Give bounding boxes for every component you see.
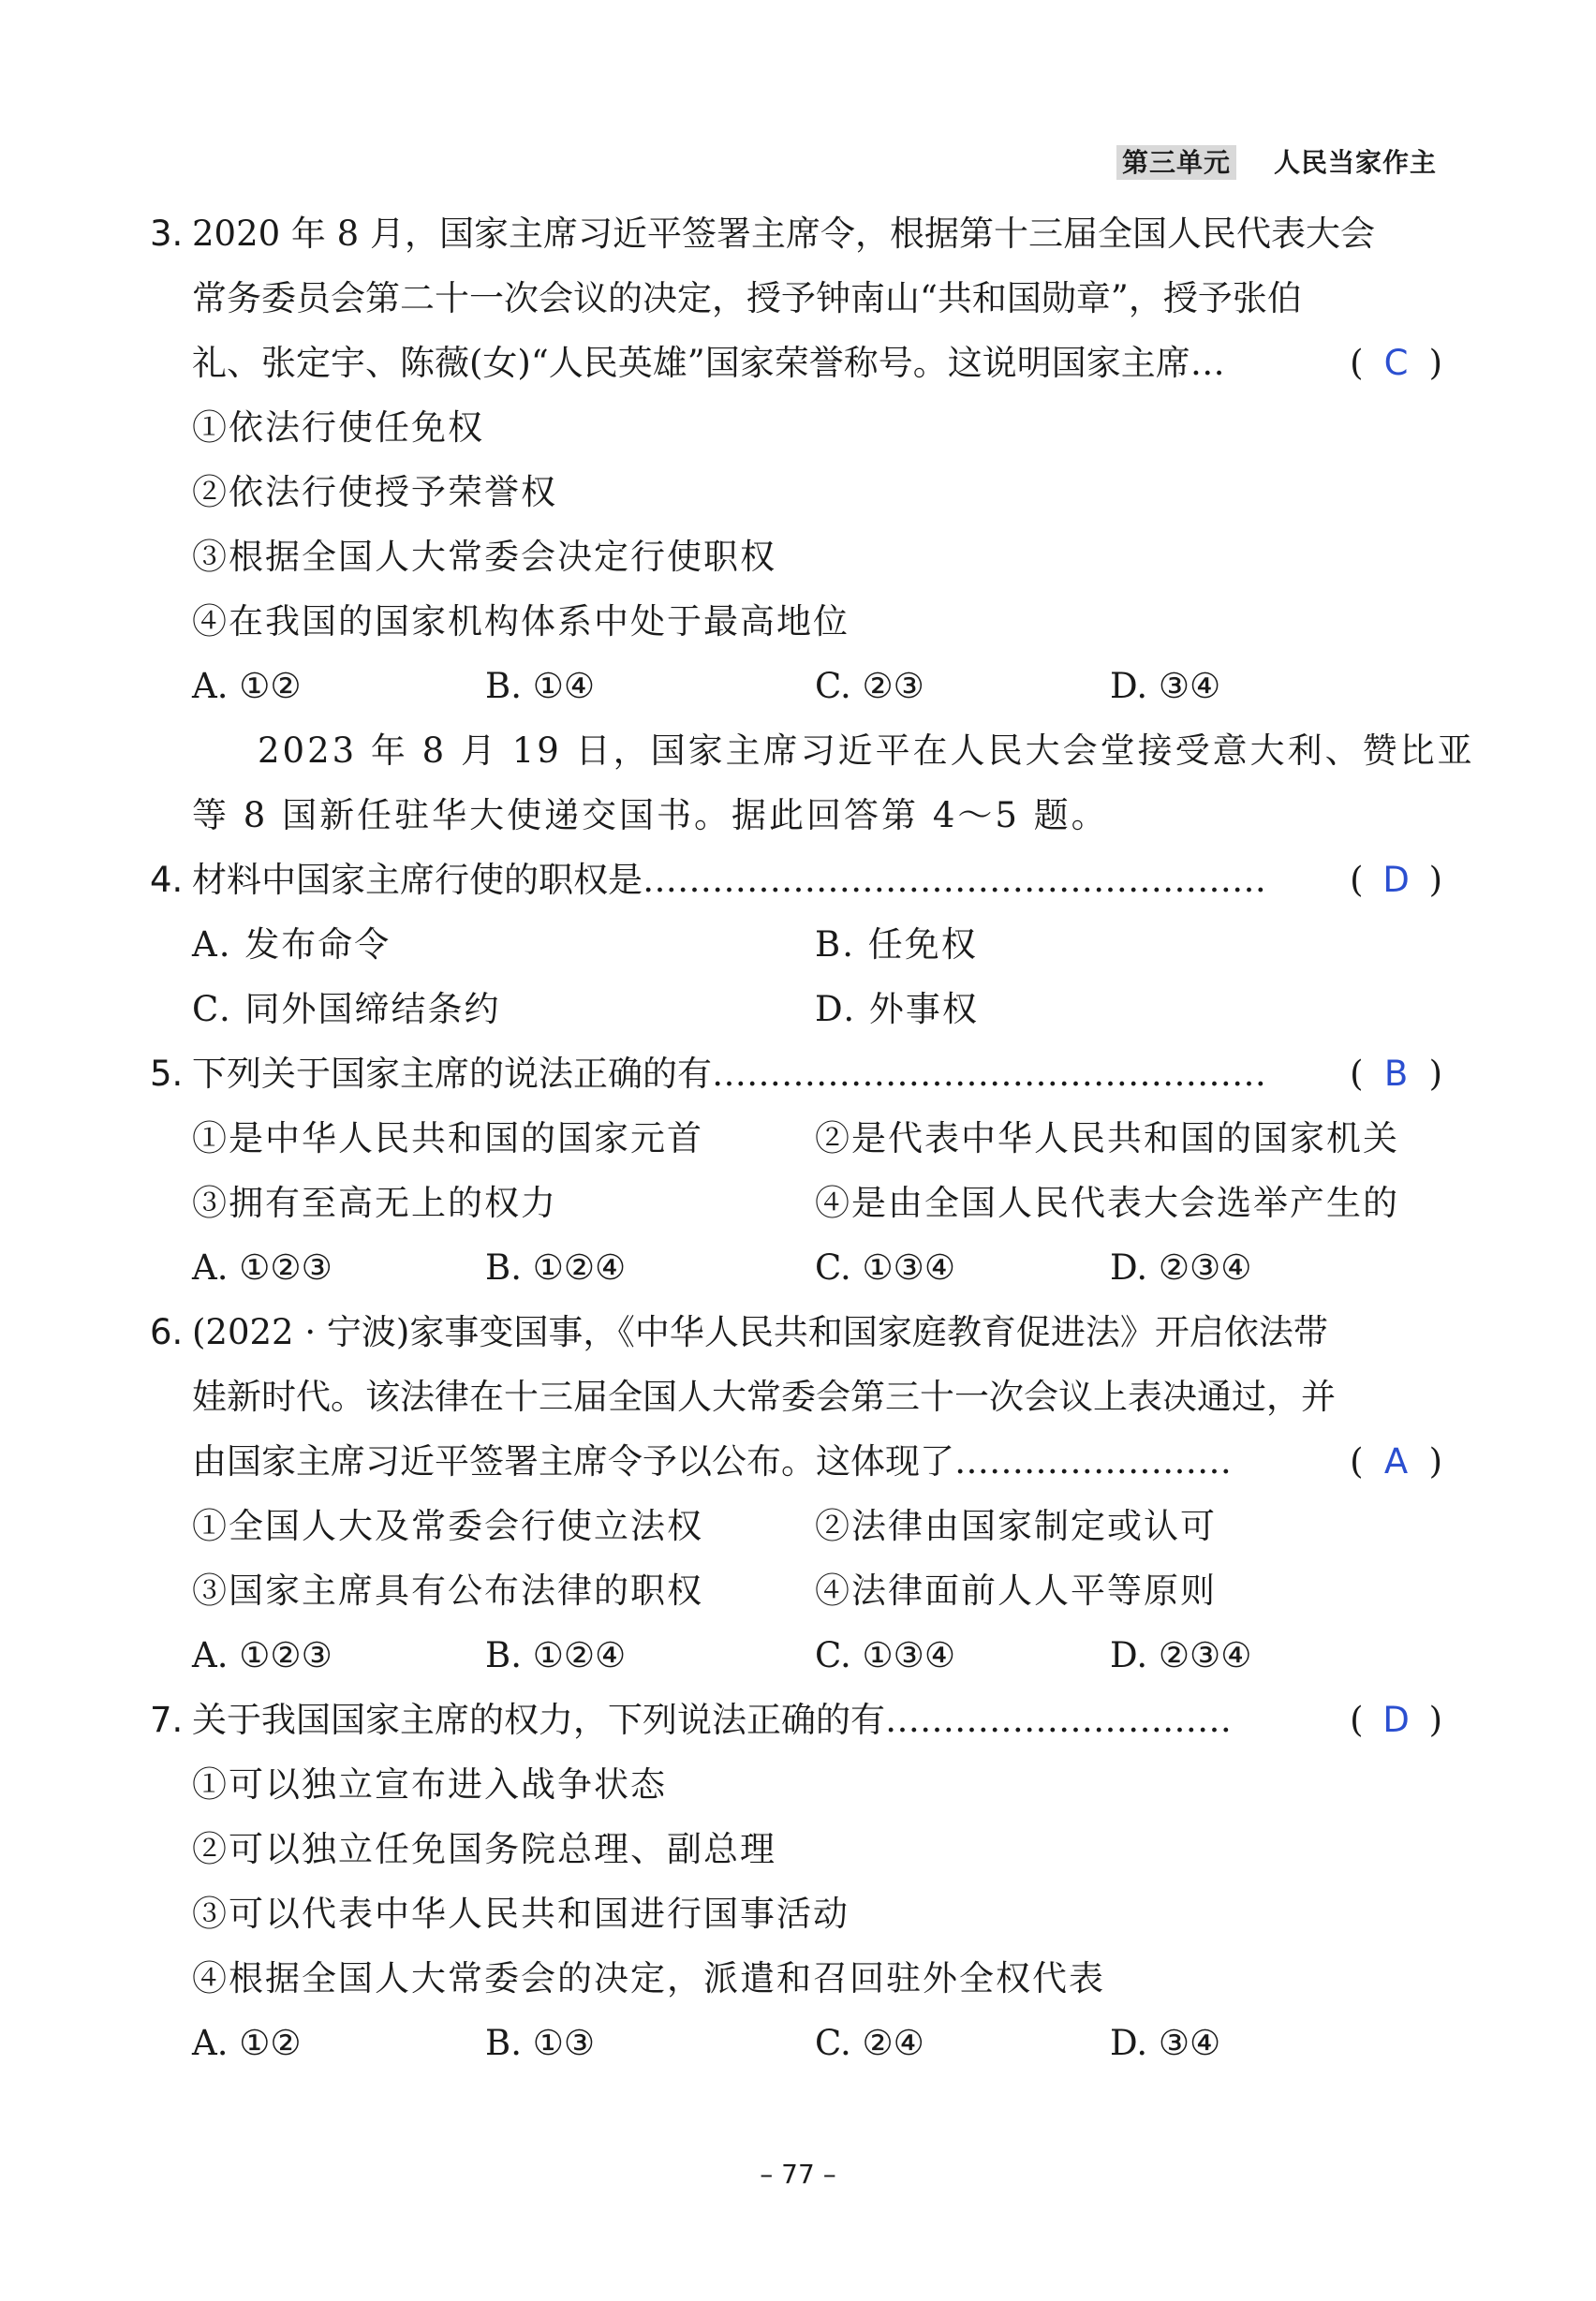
option-item: ③国家主席具有公布法律的职权 [192, 1571, 703, 1611]
answer-box: ( C ) [1350, 331, 1442, 395]
option-item: ②依法行使授予荣誉权 [192, 472, 557, 512]
question-3-line-2 [150, 266, 1442, 331]
option-item: ④法律面前人人平等原则 [815, 1571, 1217, 1611]
choice-b: B. 任免权 [815, 924, 978, 965]
answer-letter: B [1383, 1054, 1409, 1094]
unit-label: 第三单元 [1116, 145, 1236, 180]
choice-a: A. ①② [192, 666, 302, 706]
question-number: 5. [150, 1054, 184, 1094]
question-text: 由国家主席习近平签署主席令予以公布。这体现了…………………… [192, 1441, 1232, 1482]
material-line-1 [150, 718, 1475, 783]
option-item: ②法律由国家制定或认可 [815, 1506, 1217, 1546]
choice-c: C. ①③④ [815, 1635, 956, 1675]
question-3-line-3 [150, 331, 1442, 395]
answer-box: ( D ) [1350, 848, 1442, 912]
options-row [150, 1558, 1442, 1623]
question-text: 下列关于国家主席的说法正确的有………………………………………… [192, 1054, 1266, 1094]
question-6-line-2 [150, 1364, 1442, 1429]
choice-b: B. ①②④ [485, 1635, 627, 1675]
question-6-line-1 [150, 1300, 1442, 1364]
option-item: ①依法行使任免权 [192, 407, 484, 448]
choices-row [150, 977, 1442, 1041]
question-text: 娃新时代。该法律在十三届全国人大常委会第三十一次会议上表决通过，并 [192, 1377, 1336, 1417]
choice-b: B. ①④ [485, 666, 596, 706]
options-row [150, 1494, 1442, 1558]
questions [150, 201, 1475, 2075]
answer-box: ( D ) [1350, 1688, 1442, 1752]
answer-letter: D [1382, 1700, 1410, 1740]
choice-b: B. ①②④ [485, 1247, 627, 1288]
answer-letter: A [1383, 1441, 1409, 1482]
answer-box: ( A ) [1350, 1429, 1442, 1494]
option-item: ④根据全国人大常委会的决定，派遣和召回驻外全权代表 [192, 1958, 1105, 1999]
choice-d: D. ②③④ [1110, 1247, 1252, 1288]
options-row [150, 1171, 1442, 1235]
question-text: (2022 · 宁波)家事变国事，《中华人民共和国家庭教育促进法》开启依法带 [192, 1312, 1328, 1352]
question-number: 7. [150, 1700, 184, 1740]
options-row [150, 1106, 1442, 1171]
page-header [1116, 142, 1437, 180]
choice-a: A. 发布命令 [192, 924, 392, 965]
option-item: ②可以独立任免国务院总理、副总理 [192, 1829, 776, 1869]
question-text: 材料中国家主席行使的职权是……………………………………………… [192, 860, 1266, 900]
question-number: 3. [150, 214, 184, 254]
material-text: 等 8 国新任驻华大使递交国书。据此回答第 4～5 题。 [192, 795, 1109, 835]
choice-a: A. ①②③ [192, 1247, 332, 1288]
option-item: ①全国人大及常委会行使立法权 [192, 1506, 703, 1546]
choice-a: A. ①② [192, 2023, 302, 2063]
choice-b: B. ①③ [485, 2023, 596, 2063]
choices-row [150, 2011, 1442, 2075]
choice-c: C. ②③ [815, 666, 924, 706]
choice-d: D. ③④ [1110, 666, 1221, 706]
choices-row [150, 1623, 1442, 1688]
choices-row [150, 654, 1442, 718]
choices-row [150, 912, 1442, 977]
material-line-2 [150, 783, 1442, 848]
question-number: 4. [150, 860, 184, 900]
option-item: ④在我国的国家机构体系中处于最高地位 [192, 601, 850, 642]
question-6-line-3 [150, 1429, 1442, 1494]
choice-d: D. ②③④ [1110, 1635, 1252, 1675]
question-5 [150, 1041, 1442, 1106]
option-item: ③根据全国人大常委会决定行使职权 [192, 537, 776, 577]
choice-d: D. 外事权 [815, 989, 979, 1029]
choices-row [150, 1235, 1442, 1300]
question-text: 2020 年 8 月，国家主席习近平签署主席令，根据第十三届全国人民代表大会 [192, 214, 1375, 254]
choice-c: C. ①③④ [815, 1247, 956, 1288]
material-text: 2023 年 8 月 19 日，国家主席习近平在人民大会堂接受意大利、赞比亚 [258, 730, 1475, 771]
choice-c: C. 同外国缔结条约 [192, 989, 501, 1029]
question-text: 常务委员会第二十一次会议的决定，授予钟南山“共和国勋章”，授予张伯 [192, 278, 1302, 318]
option-item: ④是由全国人民代表大会选举产生的 [815, 1183, 1399, 1223]
question-7 [150, 1688, 1442, 1752]
option-item: ①可以独立宣布进入战争状态 [192, 1764, 667, 1805]
option-item: ③可以代表中华人民共和国进行国事活动 [192, 1894, 850, 1934]
question-text: 关于我国国家主席的权力，下列说法正确的有………………………… [192, 1700, 1232, 1740]
option-item: ②是代表中华人民共和国的国家机关 [815, 1118, 1399, 1158]
choice-a: A. ①②③ [192, 1635, 332, 1675]
unit-title: 人民当家作主 [1273, 147, 1437, 178]
choice-c: C. ②④ [815, 2023, 924, 2063]
option-item: ③拥有至高无上的权力 [192, 1183, 557, 1223]
answer-letter: D [1382, 860, 1410, 900]
page-number: – 77 – [760, 2159, 836, 2190]
option-item: ①是中华人民共和国的国家元首 [192, 1118, 703, 1158]
answer-letter: C [1383, 343, 1409, 383]
question-4 [150, 848, 1442, 912]
question-number: 6. [150, 1312, 184, 1352]
question-text: 礼、张定宇、陈薇(女)“人民英雄”国家荣誉称号。这说明国家主席… [192, 343, 1225, 383]
answer-box: ( B ) [1350, 1041, 1442, 1106]
choice-d: D. ③④ [1110, 2023, 1221, 2063]
question-3-line-1 [150, 201, 1442, 266]
